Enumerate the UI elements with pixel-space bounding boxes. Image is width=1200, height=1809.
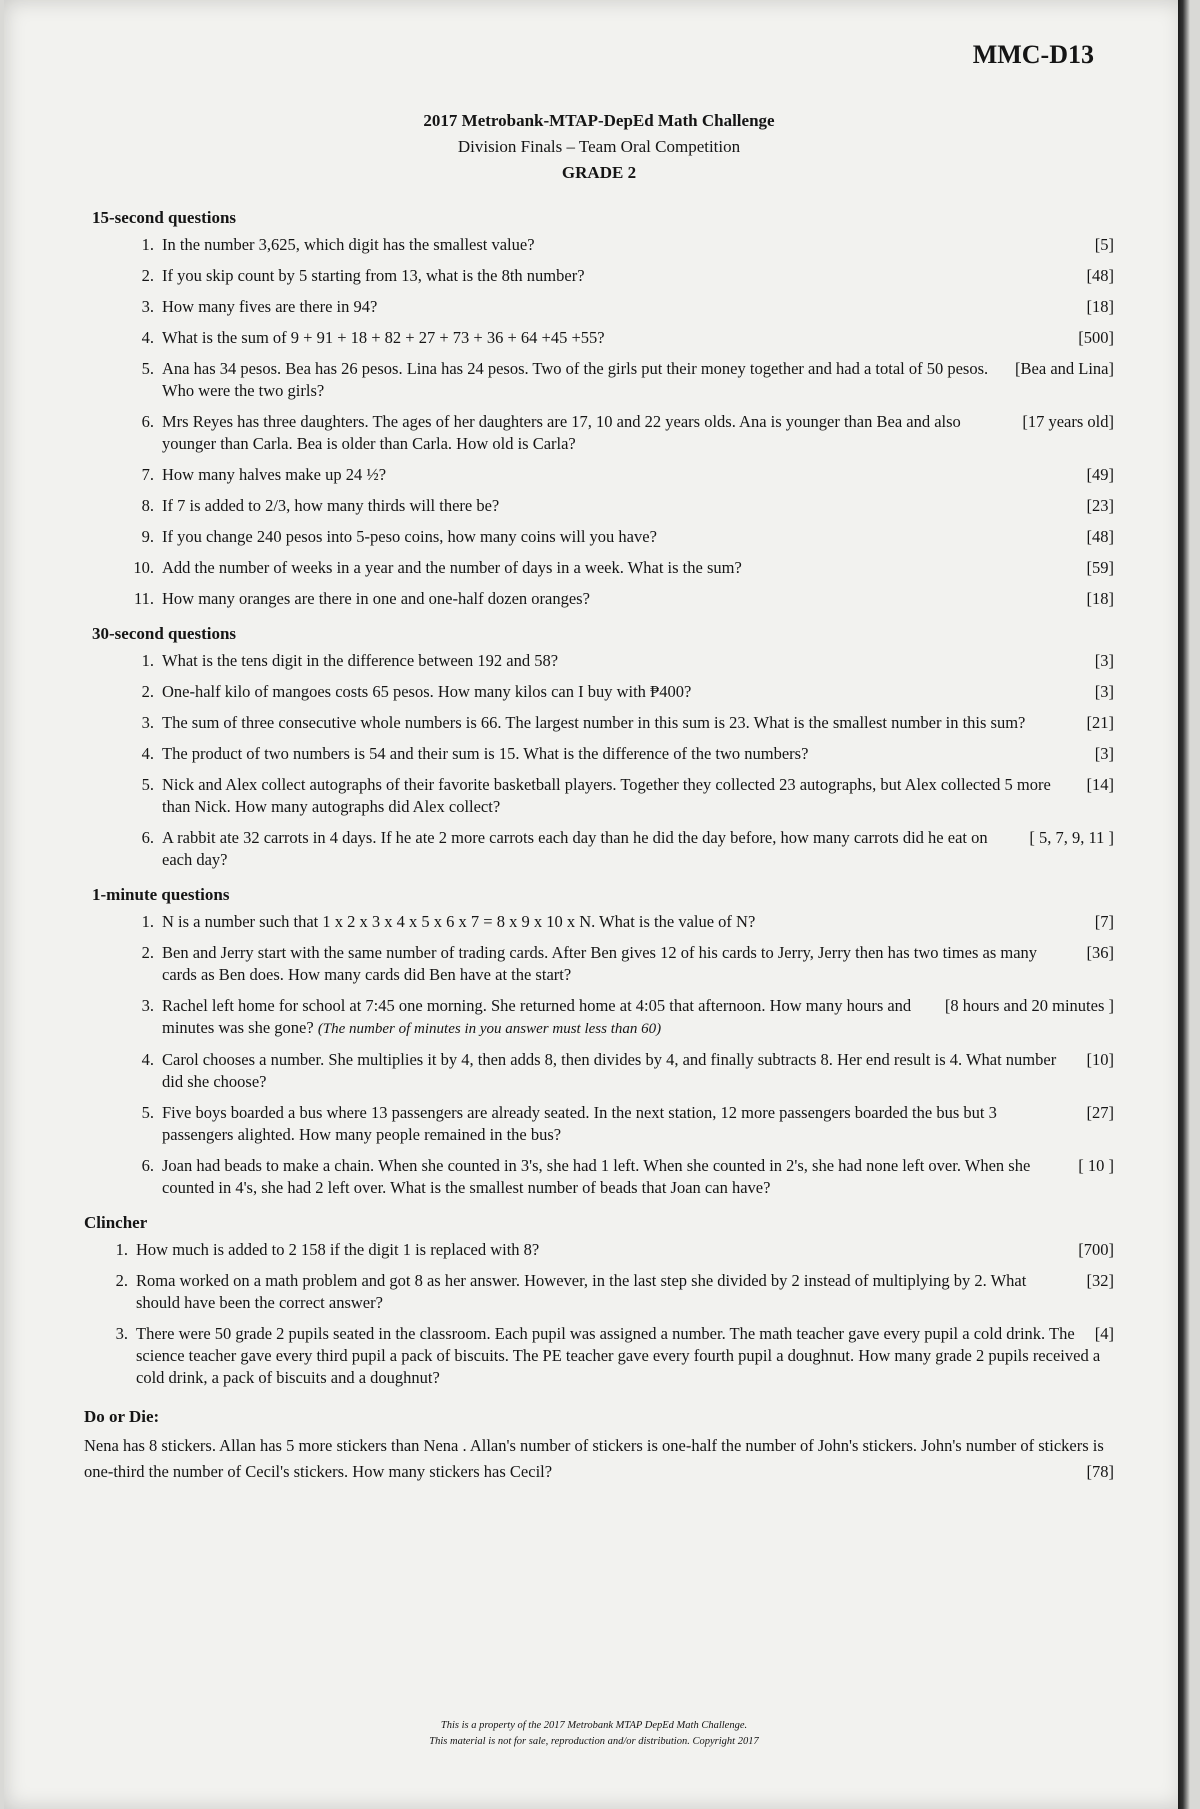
question-number: 4. [141, 1050, 154, 1069]
question-item [124, 743, 1114, 765]
question-body [162, 495, 1114, 517]
document-footer [4, 1718, 1184, 1750]
question-text: What is the tens digit in the difference between 192 and 58? [162, 651, 559, 670]
document-code: MMC-D13 [972, 40, 1094, 69]
question-item [124, 1155, 1114, 1199]
question-item [124, 911, 1114, 933]
question-item [98, 1270, 1114, 1314]
question-body [162, 650, 1114, 672]
question-text: Mrs Reyes has three daughters. The ages of her daughters are 17, 10 and 22 years olds. Ana is younger than Bea and also younger than Carla. Bea is older than Carla. How old is Carla? [162, 412, 961, 453]
footer-line-2: This material is not for sale, reproduction and/or distribution. Copyright 2017 [429, 1736, 759, 1747]
question-text: A rabbit ate 32 carrots in 4 days. If he ate 2 more carrots each day than he did the day before, how many carrots did he eat on each day? [162, 828, 988, 869]
question-section [84, 624, 1114, 871]
question-number: 4. [141, 328, 154, 347]
question-body [162, 557, 1114, 579]
question-section [84, 208, 1114, 610]
question-item [124, 358, 1114, 402]
answer-key: [4] [1094, 1324, 1114, 1343]
question-body [162, 681, 1114, 703]
question-body [162, 526, 1114, 548]
answer-key: [5] [1094, 235, 1114, 254]
section-title: 1-minute questions [92, 885, 230, 904]
question-number: 2. [141, 682, 154, 701]
page-edge-shadow [1178, 0, 1190, 1809]
header-title: 2017 Metrobank-MTAP-DepEd Math Challenge [423, 111, 775, 130]
question-text: The product of two numbers is 54 and their sum is 15. What is the difference of the two numbers? [162, 744, 809, 763]
question-item [124, 234, 1114, 256]
question-number: 1. [141, 235, 154, 254]
answer-key: [59] [1086, 558, 1114, 577]
question-text: One-half kilo of mangoes costs 65 pesos. How many kilos can I buy with ₱400? [162, 682, 692, 701]
question-text: Ben and Jerry start with the same number of trading cards. After Ben gives 12 of his cards to Jerry, Jerry then has two times as many cards as Ben does. How many cards did Ben have at the start? [162, 943, 1038, 984]
question-body [162, 995, 1114, 1040]
question-body [162, 411, 1114, 455]
question-body [162, 774, 1114, 818]
answer-key: [3] [1094, 651, 1114, 670]
question-number: 1. [141, 651, 154, 670]
answer-key: [8 hours and 20 minutes ] [944, 996, 1114, 1015]
question-number: 11. [133, 589, 154, 608]
question-item [124, 942, 1114, 986]
question-text: In the number 3,625, which digit has the smallest value? [162, 235, 535, 254]
question-item [124, 327, 1114, 349]
question-item [124, 557, 1114, 579]
question-body [162, 234, 1114, 256]
question-number: 2. [141, 943, 154, 962]
question-sections [84, 208, 1114, 1199]
question-number: 6. [141, 828, 154, 847]
question-number: 2. [115, 1271, 128, 1290]
question-number: 10. [133, 558, 154, 577]
question-text: Nick and Alex collect autographs of their favorite basketball players. Together they collected 23 autographs, but Alex collected 5 more than Nick. How many autographs did Alex collect? [162, 775, 1051, 816]
question-item [124, 995, 1114, 1040]
question-item [124, 296, 1114, 318]
question-item [124, 1049, 1114, 1093]
section-title: 15-second questions [92, 208, 237, 227]
answer-key: [23] [1086, 496, 1114, 515]
question-body [162, 942, 1114, 986]
clincher-title: Clincher [84, 1213, 148, 1232]
question-number: 9. [141, 527, 154, 546]
question-text: Ana has 34 pesos. Bea has 26 pesos. Lina has 24 pesos. Two of the girls put their money together and had a total of 50 pesos. Who were the two girls? [162, 359, 989, 400]
question-number: 1. [141, 912, 154, 931]
question-text: If you change 240 pesos into 5-peso coins, how many coins will you have? [162, 527, 657, 546]
header-subtitle: Division Finals – Team Oral Competition [457, 137, 741, 156]
answer-key: [18] [1086, 589, 1114, 608]
question-text: Rachel left home for school at 7:45 one morning. She returned home at 4:05 that afternoon. How many hours and minutes was she gone? [162, 996, 912, 1037]
do-or-die-title: Do or Die: [84, 1407, 160, 1426]
answer-key: [48] [1086, 527, 1114, 546]
question-number: 6. [141, 412, 154, 431]
question-item [124, 411, 1114, 455]
question-body [136, 1239, 1114, 1261]
question-number: 3. [141, 297, 154, 316]
question-number: 8. [141, 496, 154, 515]
question-body [162, 712, 1114, 734]
question-body [162, 1102, 1114, 1146]
question-body [162, 827, 1114, 871]
do-or-die-section [84, 1407, 1114, 1485]
question-note: (The number of minutes in you answer must less than 60) [317, 1021, 662, 1037]
question-body [162, 1049, 1114, 1093]
question-item [124, 1102, 1114, 1146]
question-body [162, 743, 1114, 765]
question-item [98, 1323, 1114, 1389]
question-number: 1. [115, 1240, 128, 1259]
answer-key: [48] [1086, 266, 1114, 285]
do-or-die-answer: [78] [1086, 1462, 1114, 1481]
question-body [162, 358, 1114, 402]
question-text: How many oranges are there in one and one-half dozen oranges? [162, 589, 590, 608]
answer-key: [ 10 ] [1078, 1156, 1114, 1175]
question-body [162, 1155, 1114, 1199]
answer-key: [14] [1086, 775, 1114, 794]
question-body [136, 1323, 1114, 1389]
clincher-list [84, 1239, 1114, 1389]
question-number: 7. [141, 465, 154, 484]
question-item [124, 650, 1114, 672]
question-body [162, 296, 1114, 318]
do-or-die-question: Nena has 8 stickers. Allan has 5 more stickers than Nena . Allan's number of stickers is one-half the number of John's stickers. John's number of stickers is one-third the number of Cecil's stickers. How many stickers has Cecil? [84, 1436, 1104, 1481]
clincher-section [84, 1213, 1114, 1389]
question-text: How many fives are there in 94? [162, 297, 378, 316]
answer-key: [21] [1086, 713, 1114, 732]
header-grade: GRADE 2 [561, 163, 637, 182]
answer-key: [49] [1086, 465, 1114, 484]
answer-key: [32] [1086, 1271, 1114, 1290]
question-item [124, 681, 1114, 703]
answer-key: [Bea and Lina] [1015, 359, 1114, 378]
section-title: 30-second questions [92, 624, 237, 643]
document-header [84, 108, 1114, 186]
question-text: If you skip count by 5 starting from 13, what is the 8th number? [162, 266, 585, 285]
question-item [124, 774, 1114, 818]
question-text: N is a number such that 1 x 2 x 3 x 4 x 5 x 6 x 7 = 8 x 9 x 10 x N. What is the value of N? [162, 912, 756, 931]
do-or-die-text [84, 1433, 1114, 1485]
question-number: 3. [115, 1324, 128, 1343]
question-item [124, 464, 1114, 486]
question-body [162, 327, 1114, 349]
question-item [124, 495, 1114, 517]
question-text: Carol chooses a number. She multiplies it by 4, then adds 8, then divides by 4, and finally subtracts 8. Her end result is 4. What number did she choose? [162, 1050, 1057, 1091]
answer-key: [36] [1086, 943, 1114, 962]
question-number: 5. [141, 775, 154, 794]
question-text: If 7 is added to 2/3, how many thirds will there be? [162, 496, 500, 515]
question-number: 6. [141, 1156, 154, 1175]
answer-key: [700] [1078, 1240, 1114, 1259]
answer-key: [27] [1086, 1103, 1114, 1122]
answer-key: [3] [1094, 682, 1114, 701]
question-text: How much is added to 2 158 if the digit 1 is replaced with 8? [136, 1240, 540, 1259]
question-body [162, 911, 1114, 933]
question-item [98, 1239, 1114, 1261]
question-body [162, 265, 1114, 287]
question-body [162, 588, 1114, 610]
question-body [136, 1270, 1114, 1314]
question-number: 2. [141, 266, 154, 285]
question-number: 3. [141, 713, 154, 732]
answer-key: [10] [1086, 1050, 1114, 1069]
question-number: 5. [141, 359, 154, 378]
answer-key: [3] [1094, 744, 1114, 763]
footer-line-1: This is a property of the 2017 Metrobank MTAP DepEd Math Challenge. [440, 1720, 748, 1731]
question-text: The sum of three consecutive whole numbers is 66. The largest number in this sum is 23. What is the smallest number in this sum? [162, 713, 1026, 732]
question-number: 5. [141, 1103, 154, 1122]
question-number: 3. [141, 996, 154, 1015]
question-text: Five boys boarded a bus where 13 passengers are already seated. In the next station, 12 more passengers boarded the bus but 3 passengers alighted. How many people remained in the bus? [162, 1103, 997, 1144]
question-text: Joan had beads to make a chain. When she counted in 3's, she had 1 left. When she counted in 2's, she had none left over. When she counted in 4's, she had 2 left over. What is the smallest number of beads that Joan can have? [162, 1156, 1031, 1197]
answer-key: [18] [1086, 297, 1114, 316]
answer-key: [17 years old] [1022, 412, 1114, 431]
question-item [124, 526, 1114, 548]
question-text: How many halves make up 24 ½? [162, 465, 387, 484]
question-text: Add the number of weeks in a year and the number of days in a week. What is the sum? [162, 558, 742, 577]
answer-key: [7] [1094, 912, 1114, 931]
question-text: What is the sum of 9 + 91 + 18 + 82 + 27 + 73 + 36 + 64 +45 +55? [162, 328, 605, 347]
question-section [84, 885, 1114, 1199]
question-item [124, 827, 1114, 871]
question-item [124, 265, 1114, 287]
question-body [162, 464, 1114, 486]
question-item [124, 712, 1114, 734]
answer-key: [500] [1078, 328, 1114, 347]
question-item [124, 588, 1114, 610]
question-number: 4. [141, 744, 154, 763]
document-page [4, 0, 1184, 1809]
question-text: There were 50 grade 2 pupils seated in the classroom. Each pupil was assigned a number. The math teacher gave every pupil a cold drink. The science teacher gave every third pupil a pack of biscuits. The PE teacher gave every fourth pupil a doughnut. How many grade 2 pupils received a cold drink, a pack of biscuits and a doughnut? [136, 1324, 1101, 1387]
question-text: Roma worked on a math problem and got 8 as her answer. However, in the last step she divided by 2 instead of multiplying by 2. What should have been the correct answer? [136, 1271, 1027, 1312]
answer-key: [ 5, 7, 9, 11 ] [1029, 828, 1114, 847]
